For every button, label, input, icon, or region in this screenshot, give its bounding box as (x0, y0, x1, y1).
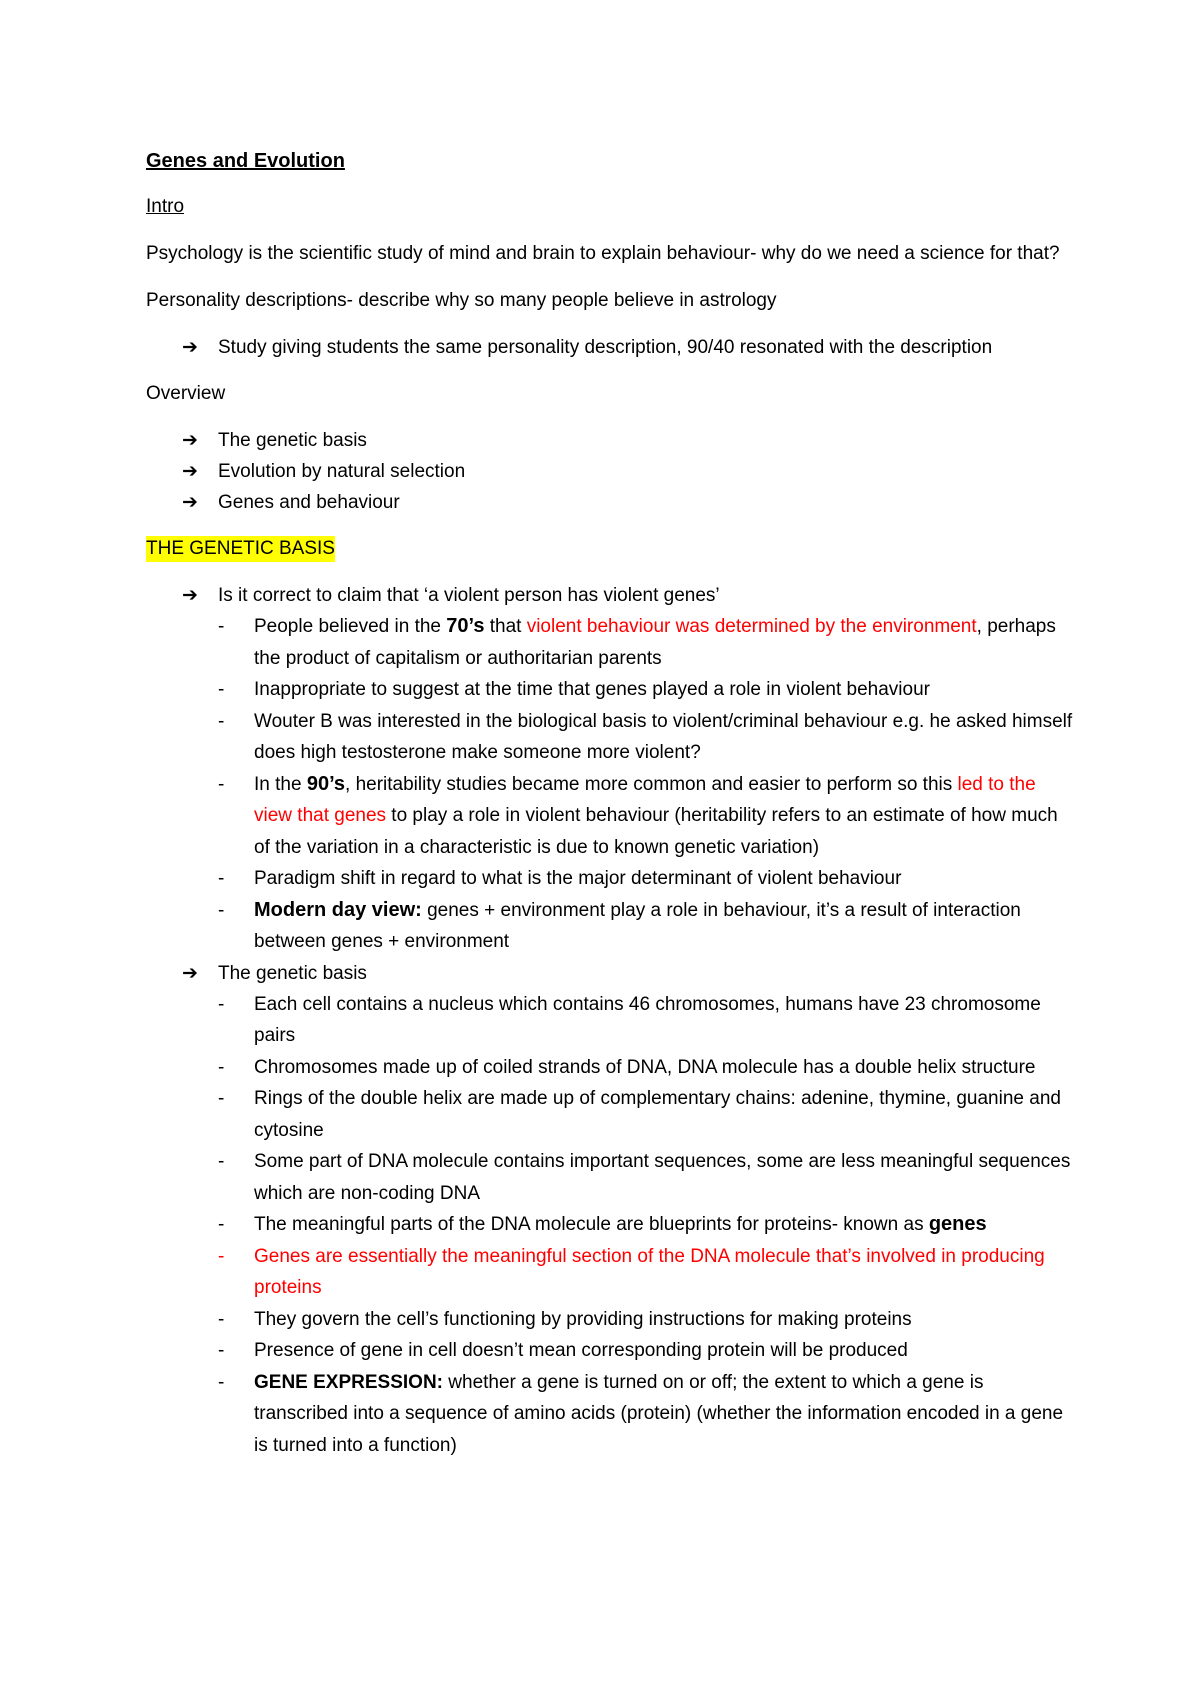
text-run: The meaningful parts of the DNA molecule are blueprints for proteins- known as (254, 1214, 929, 1235)
dash-marker: - (218, 679, 225, 700)
personality-paragraph: Personality descriptions- describe why so many people believe in astrology (146, 290, 777, 311)
text-run: genes + environment play a role in behaviour, it’s a result of interaction between genes + environment (254, 899, 1021, 952)
intro-paragraph: Psychology is the scientific study of mind and brain to explain behaviour- why do we need a science for that? (146, 243, 1060, 264)
overview-item: Evolution by natural selection (218, 461, 466, 482)
dash-marker: - (218, 993, 225, 1015)
topic-label: The genetic basis (218, 962, 367, 984)
bold-text: 90’s (306, 772, 346, 795)
list-item (182, 332, 1076, 363)
study-list (146, 332, 1076, 363)
overview-heading: Overview (146, 383, 226, 404)
text-run: Presence of gene in cell doesn’t mean corresponding protein will be produced (254, 1340, 908, 1361)
right-arrow-icon: ➔ (182, 492, 198, 513)
right-arrow-icon: ➔ (182, 962, 198, 984)
list-item (182, 425, 1076, 456)
text-run: Each cell contains a nucleus which contains 46 chromosomes, humans have 23 chromosome pairs (254, 993, 1041, 1046)
dash-marker: - (218, 1151, 225, 1172)
study-item-text: Study giving students the same personality description, 90/40 resonated with the description (218, 337, 993, 358)
text-run: that (484, 616, 527, 637)
list-item (218, 1304, 1076, 1336)
section-heading: THE GENETIC BASIS (146, 536, 335, 562)
text-run: They govern the cell’s functioning by providing instructions for making proteins (254, 1308, 912, 1330)
right-arrow-icon: ➔ (182, 430, 198, 451)
document-title: Genes and Evolution (146, 150, 345, 172)
text-run: Wouter B was interested in the biological basis to violent/criminal behaviour e.g. he asked himself does high testosterone make someone more violent? (254, 710, 1073, 763)
right-arrow-icon: ➔ (182, 461, 198, 482)
section-heading-wrap (146, 534, 1076, 564)
bold-text: Modern day view: (254, 898, 422, 921)
list-item (218, 1083, 1076, 1146)
dash-marker: - (218, 1056, 225, 1078)
bold-text: genes (928, 1213, 987, 1235)
list-item (182, 580, 1076, 958)
topic-sublist (218, 989, 1076, 1462)
text-run: In the (254, 773, 307, 795)
list-item (218, 1335, 1076, 1367)
list-item (218, 863, 1076, 895)
list-item (182, 456, 1076, 487)
overview-list (146, 425, 1076, 518)
list-item (218, 1209, 1076, 1241)
question-sublist (218, 611, 1076, 958)
text-run: , heritability studies became more common and easier to perform so this (345, 773, 958, 795)
dash-marker: - (218, 616, 225, 637)
dash-marker: - (218, 773, 225, 795)
red-text: Genes are essentially the meaningful section of the DNA molecule that’s involved in producing proteins (254, 1245, 1045, 1298)
list-item (218, 611, 1076, 674)
text-run: to play a role in violent behaviour (heritability refers to an estimate of how much of the variation in a characteristic is due to known genetic variation) (254, 805, 1058, 858)
list-item (218, 1052, 1076, 1084)
list-item (218, 989, 1076, 1052)
list-item (218, 769, 1076, 864)
dash-marker: - (218, 1245, 225, 1267)
dash-marker: - (218, 710, 225, 732)
list-item (218, 895, 1076, 958)
dash-marker: - (218, 1340, 225, 1361)
bold-text: 70’s (446, 615, 485, 637)
red-text: led to the view that genes (254, 773, 1036, 826)
list-item (182, 958, 1076, 1462)
genetic-basis-list (146, 580, 1076, 1461)
list-item (218, 1367, 1076, 1462)
text-run: Paradigm shift in regard to what is the major determinant of violent behaviour (254, 868, 902, 889)
text-run: Rings of the double helix are made up of complementary chains: adenine, thymine, guanine and cytosine (254, 1088, 1061, 1141)
bold-text: GENE EXPRESSION: (254, 1371, 443, 1393)
list-item (218, 674, 1076, 706)
intro-heading: Intro (146, 196, 185, 217)
dash-marker: - (218, 1088, 225, 1109)
text-run: Chromosomes made up of coiled strands of DNA, DNA molecule has a double helix structure (254, 1056, 1036, 1078)
right-arrow-icon: ➔ (182, 337, 198, 358)
question-label: Is it correct to claim that ‘a violent person has violent genes’ (218, 585, 720, 606)
list-item (218, 1241, 1076, 1304)
dash-marker: - (218, 1214, 225, 1235)
dash-marker: - (218, 868, 225, 889)
overview-item: The genetic basis (218, 430, 367, 451)
dash-marker: - (218, 1371, 225, 1393)
list-item (218, 1146, 1076, 1209)
text-run: Inappropriate to suggest at the time that genes played a role in violent behaviour (254, 679, 930, 700)
text-run: Some part of DNA molecule contains important sequences, some are less meaningful sequences which are non-coding DNA (254, 1151, 1071, 1204)
dash-marker: - (218, 1308, 225, 1330)
red-text: violent behaviour was determined by the environment (526, 616, 977, 637)
text-run: whether a gene is turned on or off; the extent to which a gene is transcribed into a sequence of amino acids (protein) (whether the information encoded in a gene is turned into a function) (254, 1371, 1064, 1456)
overview-item: Genes and behaviour (218, 492, 400, 513)
right-arrow-icon: ➔ (182, 585, 198, 606)
text-run: People believed in the (254, 616, 447, 637)
list-item (182, 487, 1076, 518)
text-run: , perhaps the product of capitalism or authoritarian parents (254, 616, 1056, 669)
dash-marker: - (218, 899, 225, 921)
list-item (218, 706, 1076, 769)
document-body (146, 146, 1076, 1461)
